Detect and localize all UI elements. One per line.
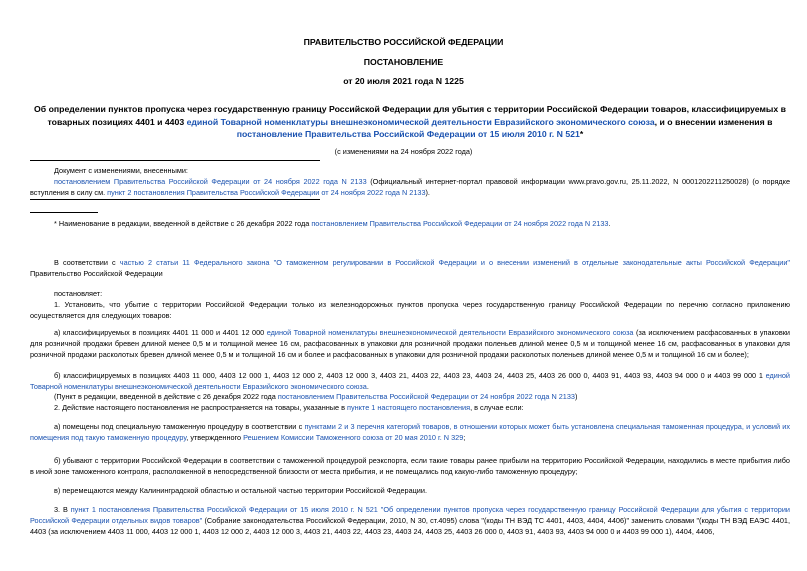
changes-link[interactable]: постановлением Правительства Российской Федерации от 24 ноября 2022 года N 2133 — [54, 177, 367, 186]
footnote-text: * Наименование в редакции, введенной в действие с 26 декабря 2022 года — [54, 219, 312, 228]
clause-2a-link-2[interactable]: Решением Комиссии Таможенного союза от 20 мая 2010 г. N 329 — [243, 433, 464, 442]
clause-1a-text: а) классифицируемых в позициях 4401 11 000 и 4401 12 000 — [54, 328, 267, 337]
preamble — [30, 257, 790, 279]
footnote-end: . — [608, 219, 611, 228]
clause-2 — [54, 402, 524, 413]
clause-2a-link[interactable]: пунктами 2 и 3 перечня категорий товаров, в отношении которых может быть установлена специальная таможенная процедура, и условий их помещения под такую таможенную процедуру — [30, 422, 790, 442]
footnote — [54, 218, 610, 229]
clause-3-text: 3. В — [54, 505, 71, 514]
clause-2-link[interactable]: пункте 1 настоящего постановления — [347, 403, 471, 412]
edition-note: (с изменениями на 24 ноября 2022 года) — [334, 147, 473, 156]
clause-1a — [30, 327, 790, 360]
clause-1b-link[interactable]: единой Товарной номенклатуры внешнеэкономической деятельности Евразийского экономического союза — [30, 371, 790, 391]
divider — [30, 160, 320, 161]
resolves: постановляет: — [54, 289, 103, 298]
law-link[interactable]: частью 2 статьи 11 Федерального закона "О таможенном регулировании в Российской Федерации и о внесении изменений в отдельные законодательные акты Российской Федерации" — [119, 258, 791, 267]
clause-3 — [30, 504, 790, 537]
changes-paragraph — [30, 176, 790, 198]
clause-1a-link[interactable]: единой Товарной номенклатуры внешнеэкономической деятельности Евразийского экономического союза — [266, 328, 634, 337]
changes-intro: Документ с изменениями, внесенными: — [54, 166, 188, 175]
clause-2a-text-2: , утвержденного — [186, 433, 244, 442]
clause-1b-text: б) классифицируемых в позициях 4403 11 000, 4403 12 000 1, 4403 12 000 2, 4403 12 000 3, 4403 21, 4403 22, 4403 23, 4403 24, 4403 25, 4403 26 000 0, 4403 91, 4403 93, 4403 94 000 0 и 4403 99 000 1 — [54, 371, 766, 380]
clause-1-edition — [54, 391, 577, 402]
clause-3-link[interactable]: пункт 1 постановления Правительства Российской Федерации от 15 июля 2010 г. N 521 "Об определении пунктов пропуска через государственную границу Российской Федерации для убытия с территории Российской Федерации отдельных видов товаров" — [30, 505, 790, 525]
footnote-link[interactable]: постановлением Правительства Российской Федерации от 24 ноября 2022 года N 2133 — [311, 219, 609, 228]
footnote-divider — [30, 212, 98, 213]
title-link-tnved[interactable]: единой Товарной номенклатуры внешнеэкономической деятельности Евразийского экономического союза — [186, 116, 655, 127]
preamble-text-2: Правительство Российской Федерации — [30, 269, 163, 278]
clause-2-end: , в случае если: — [470, 403, 524, 412]
clause-3-text-2: (Собрание законодательства Российской Федерации, 2010, N 30, ст.4095) слова "(коды ТН ВЭД ТС 4401, 4403, 4404, 4406)" заменить словами "(коды ТН ВЭД ЕАЭС 4401, 4403 (за исключением 4403 11 000, 4403 12 000 1, 4403 12 000 2, 4403 12 000 3, 4403 21, 4403 22, 4403 23, 4403 24, 4403 25, 4403 26 000 0, 4403 91, 4403 93, 4403 94 000 0 и 4403 99 000 1), 4404, 4406, — [30, 516, 790, 536]
title-text: Об определении пунктов пропуска через государственную границу Российской Федерации для убытия с территории Российской Федерации товаров, классифицируемых в товарных позициях 4401 и 4403 — [34, 104, 786, 127]
changes-link-2[interactable]: пункт 2 постановления Правительства Российской Федерации от 24 ноября 2022 года N 2133 — [107, 188, 426, 197]
title-link-521[interactable]: постановление Правительства Российской Федерации от 15 июля 2010 г. N 521 — [236, 129, 580, 139]
clause-2-text: 2. Действие настоящего постановления не распространяется на товары, указанные в — [54, 403, 348, 412]
clause-1-edition-link[interactable]: постановлением Правительства Российской Федерации от 24 ноября 2022 года N 2133 — [277, 392, 575, 401]
preamble-text: В соответствии с — [54, 258, 120, 267]
clause-1a-text-2: (за исключением расфасованных в упаковки для розничной продажи бревен длиной менее 0,5 м и толщиной менее 16 см, расфасованных в упаковки для розничной продажи поленьев длиной менее 0,5 м и толщиной менее 16 см, расфасованных в упаковки для розничной продажи расколотых бревен длиной менее 0,5 м и толщиной 16 см и более и расфасованных в упаковки для розничной продажи расколотых поленьев длиной менее 0,5 м и толщиной 16 см и более); — [30, 328, 791, 359]
clause-1b-end: . — [366, 382, 369, 391]
title-text-2: , и о внесении изменения в — [654, 116, 773, 127]
clause-2a — [30, 421, 790, 443]
clause-2a-text: а) помещены под специальную таможенную процедуру в соответствии с — [54, 422, 305, 431]
divider-2 — [30, 199, 320, 200]
clause-2b: б) убывают с территории Российской Федерации в соответствии с таможенной процедурой реэкспорта, если такие товары ранее прибыли на территорию Российской Федерации, находились в месте прибытия либо в иной зоне таможенного контроля, расположенной в непосредственной близости от места прибытия, и не помещались под какую-либо таможенную процедуру; — [30, 456, 790, 476]
document-title — [30, 103, 790, 141]
clause-2c: в) перемещаются между Калининградской областью и остальной частью территории Российской Федерации. — [54, 486, 427, 495]
clause-1: 1. Установить, что убытие с территории Российской Федерации только из железнодорожных пунктов пропуска через государственную границу Российской Федерации по перечню согласно приложению осуществляется для следующих товаров: — [30, 300, 790, 320]
clause-2a-end: ; — [463, 433, 466, 442]
doc-type-heading: ПОСТАНОВЛЕНИЕ — [363, 57, 444, 67]
title-footnote-mark: * — [579, 129, 584, 139]
clause-1b — [30, 370, 790, 392]
changes-text: (Официальный интернет-портал правовой информации www.pravo.gov.ru, 25.11.2022, N 0001202211250028) (о порядке вступления в силу см. — [30, 177, 790, 197]
clause-1-edition-end: ) — [574, 392, 578, 401]
changes-end: ). — [425, 188, 430, 197]
date-number: от 20 июля 2021 года N 1225 — [343, 76, 464, 86]
government-heading: ПРАВИТЕЛЬСТВО РОССИЙСКОЙ ФЕДЕРАЦИИ — [303, 37, 504, 47]
clause-1-edition-text: (Пункт в редакции, введенной в действие с 26 декабря 2022 года — [54, 392, 278, 401]
